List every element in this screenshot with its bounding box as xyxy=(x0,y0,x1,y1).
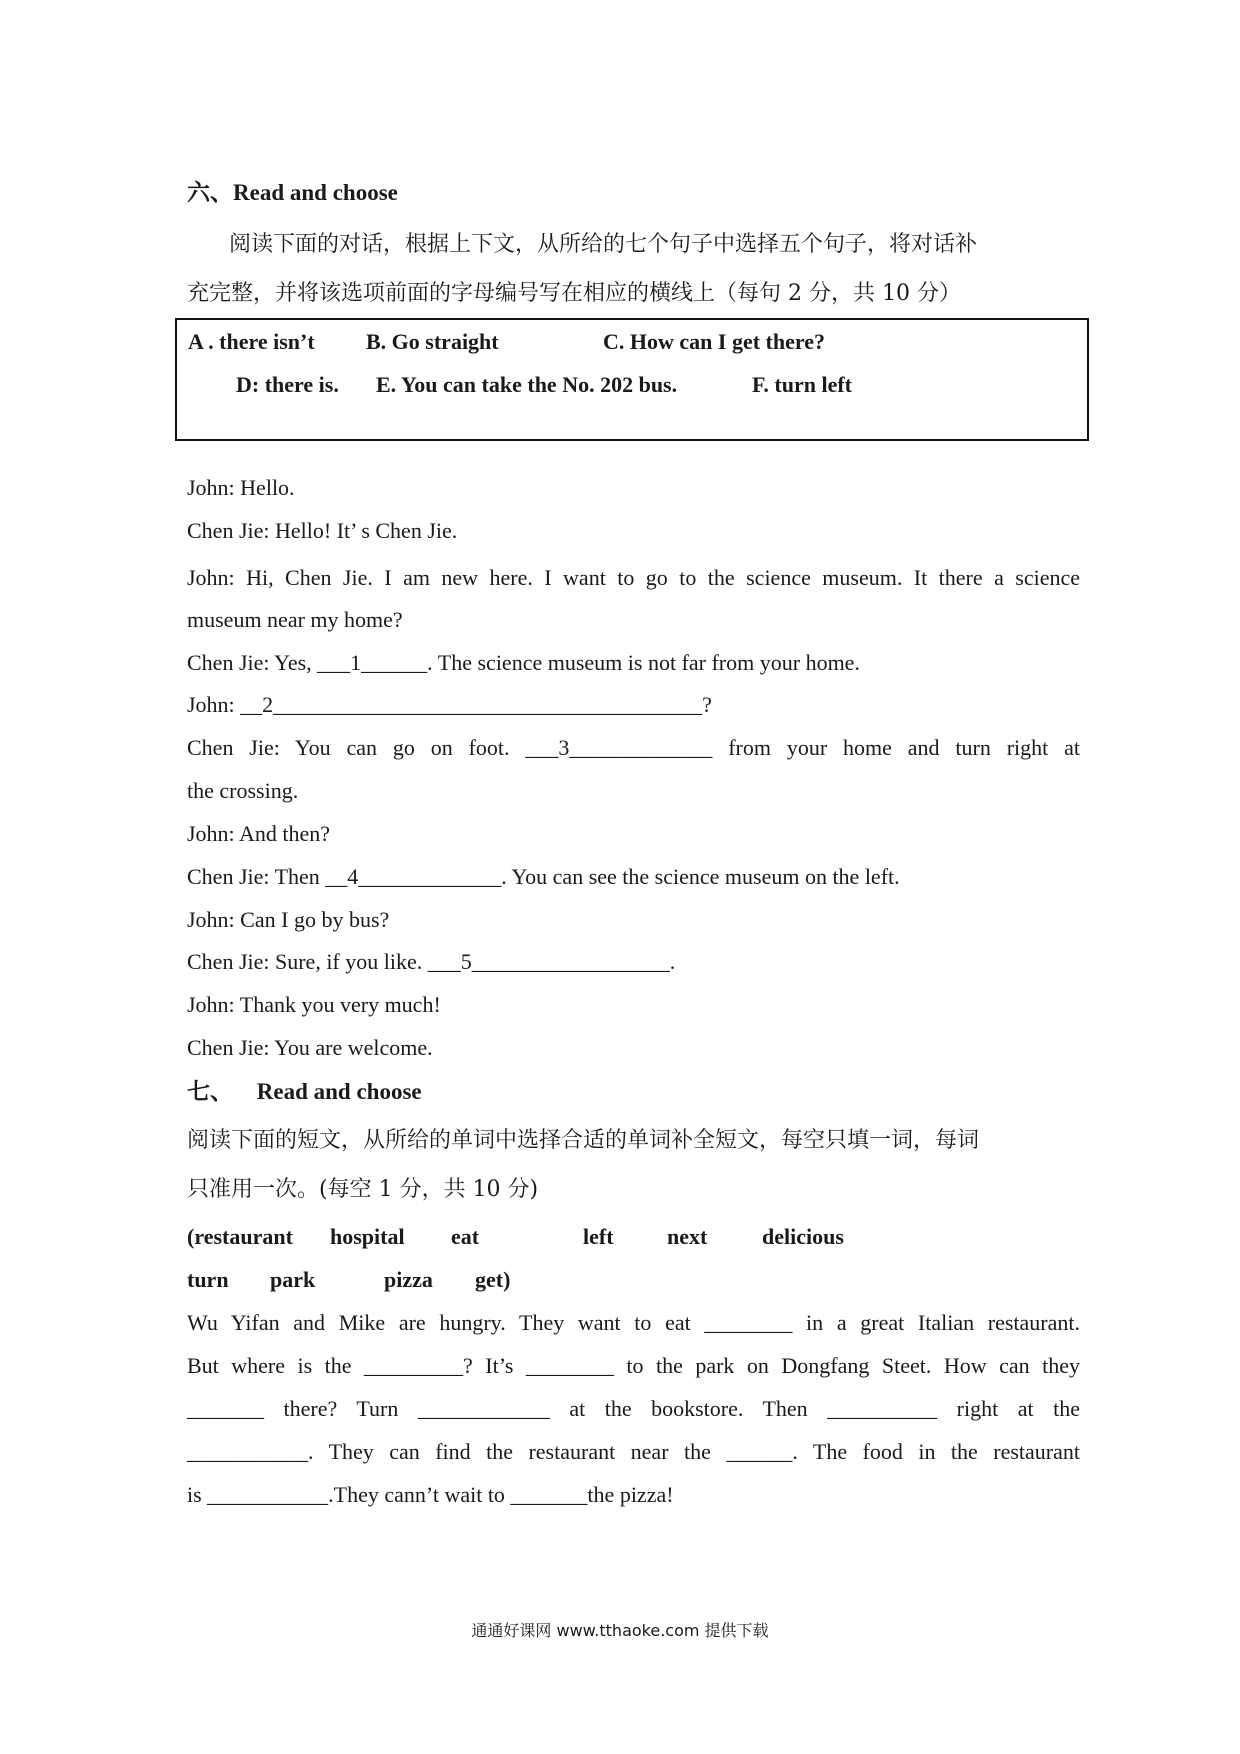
word-restaurant: (restaurant xyxy=(187,1224,293,1249)
option-a: A . there isn’t xyxy=(188,329,315,354)
section6-instruction-line1: 阅读下面的对话，根据上下文，从所给的七个句子中选择五个句子，将对话补 xyxy=(229,232,978,257)
passage-line: ___________. They can find the restaurant near the ______. The food in the restaurant xyxy=(187,1439,1080,1464)
dialogue-line: museum near my home? xyxy=(187,607,403,632)
page-footer: 通通好课网 www.tthaoke.com 提供下载 xyxy=(471,1621,769,1640)
word-eat: eat xyxy=(451,1224,480,1249)
dialogue-line: the crossing. xyxy=(187,778,299,803)
option-f: F. turn left xyxy=(752,372,853,397)
dialogue-line: Chen Jie: Sure, if you like. ___5__________________. xyxy=(187,949,676,974)
word-pizza: pizza xyxy=(384,1267,433,1292)
dialogue-line: John: Hi, Chen Jie. I am new here. I want to go to the science museum. It there a science xyxy=(187,565,1080,590)
word-get: get) xyxy=(475,1267,511,1292)
dialogue-line: John: __2_______________________________________? xyxy=(187,692,712,717)
option-e: E. You can take the No. 202 bus. xyxy=(376,372,678,397)
dialogue-line: Chen Jie: Yes, ___1______. The science museum is not far from your home. xyxy=(187,650,860,675)
passage-line: is ___________.They cann’t wait to _______the pizza! xyxy=(187,1482,674,1507)
dialogue-line: Chen Jie: Hello! It’ s Chen Jie. xyxy=(187,518,458,543)
section6-instruction-line2: 充完整，并将该选项前面的字母编号写在相应的横线上（每句 2 分，共 10 分） xyxy=(187,281,961,306)
passage-line: Wu Yifan and Mike are hungry. They want to eat ________ in a great Italian restaurant. xyxy=(187,1310,1080,1335)
section7-heading: 七、 Read and choose xyxy=(187,1079,422,1104)
passage-line: But where is the _________? It’s ________ to the park on Dongfang Steet. How can they xyxy=(187,1353,1080,1378)
word-park: park xyxy=(270,1267,316,1292)
dialogue-line: Chen Jie: You are welcome. xyxy=(187,1035,433,1060)
dialogue-line: John: And then? xyxy=(187,821,330,846)
word-hospital: hospital xyxy=(330,1224,405,1249)
word-left: left xyxy=(583,1224,614,1249)
dialogue-line: Chen Jie: Then __4_____________. You can see the science museum on the left. xyxy=(187,864,900,889)
section7-instruction-line2: 只准用一次。(每空 1 分，共 10 分) xyxy=(187,1177,539,1202)
word-next: next xyxy=(667,1224,708,1249)
dialogue-line: Chen Jie: You can go on foot. ___3_____________ from your home and turn right at xyxy=(187,735,1080,760)
dialogue-line: John: Thank you very much! xyxy=(187,992,441,1017)
dialogue-line: John: Hello. xyxy=(187,475,295,500)
word-delicious: delicious xyxy=(762,1224,844,1249)
option-b: B. Go straight xyxy=(366,329,499,354)
dialogue-line: John: Can I go by bus? xyxy=(187,907,390,932)
word-turn: turn xyxy=(187,1267,229,1292)
passage-line: _______ there? Turn ____________ at the bookstore. Then __________ right at the xyxy=(187,1396,1080,1421)
section7-instruction-line1: 阅读下面的短文，从所给的单词中选择合适的单词补全短文，每空只填一词，每词 xyxy=(187,1128,980,1153)
option-d: D: there is. xyxy=(236,372,339,397)
option-c: C. How can I get there? xyxy=(603,329,825,354)
section6-heading: 六、Read and choose xyxy=(187,180,398,205)
